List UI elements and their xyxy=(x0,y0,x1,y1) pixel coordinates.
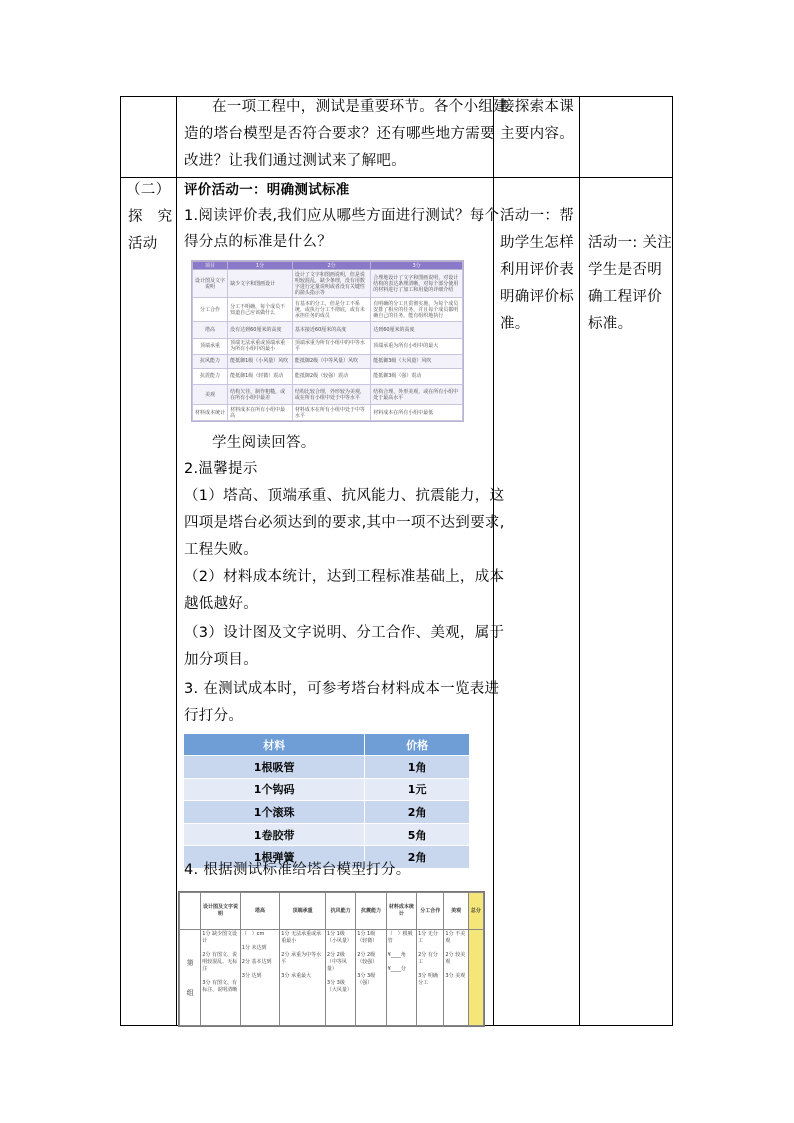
student-note-line-1: 活动一: 关注 xyxy=(588,235,673,251)
price-cell: 1卷胶带 xyxy=(184,823,365,846)
score-cell-quake: 1分 1级（轻微） 2分 2级（较强） 3分 3级（强） xyxy=(356,930,386,1026)
score-cell-team: 1分 无分工 2分 有分工 3分 明确分工 xyxy=(417,930,444,1026)
eval-cell: 能抵御3级（强）震动 xyxy=(371,368,463,385)
eval-cell: 结构欠佳，制作粗糙，或在所有小组中最差 xyxy=(228,385,293,405)
teacher-note-line-1: 接探索本课 xyxy=(500,99,574,115)
price-cell: 1角 xyxy=(365,756,470,779)
eval-header: 1分 xyxy=(228,262,293,270)
score-cell-total xyxy=(468,930,483,1026)
score-cell-load: 1分 无法承重或承重最小 2分 承重为中等水平 3分 承重最大 xyxy=(280,930,326,1026)
eval-cell: 没有达到60厘米的高度 xyxy=(228,322,293,339)
score-cell-cost: （ ）根吸管 ¥____角 ¥____分 xyxy=(386,930,416,1026)
stage-name-2: 活动 xyxy=(128,236,158,252)
table-border-left xyxy=(120,96,121,1026)
price-header: 材料 xyxy=(184,734,365,756)
tips-title: 2.温馨提示 xyxy=(184,461,258,477)
col-divider-1 xyxy=(176,96,177,1026)
col-divider-3 xyxy=(579,96,580,1026)
score-header: 顶端承重 xyxy=(280,893,326,930)
score-cell-beauty: 1分 不美观 2分 较美观 3分 美观 xyxy=(444,930,468,1026)
group-label-bottom: 组 xyxy=(186,988,194,997)
eval-cell: 设计了文字和图画说明，但是说明较混乱，缺少条理，没有用数字进行定量说明或者没有关键性的箭头指示等 xyxy=(292,270,370,298)
student-note-line-3: 确工程评价 xyxy=(588,289,662,305)
teacher-note-line-2: 主要内容。 xyxy=(500,126,574,142)
scoring-table-image xyxy=(178,891,485,1027)
eval-header: 2分 xyxy=(292,262,370,270)
question-3-line-1: 3. 在测试成本时，可参考塔台材料成本一览表进 xyxy=(184,681,500,697)
teacher-note-2-line-2: 助学生怎样 xyxy=(500,235,574,251)
stage-name-1: 探 究 xyxy=(128,209,173,225)
tip-1-line-2: 四项是塔台必须达到的要求,其中一项不达到要求, xyxy=(184,515,505,531)
price-cell: 1元 xyxy=(365,778,470,801)
question-4: 4. 根据测试标准给塔台模型打分。 xyxy=(184,862,411,878)
score-header: 材料成本统计 xyxy=(386,893,416,930)
activity-title: 评价活动一：明确测试标准 xyxy=(184,182,350,198)
price-cell: 2角 xyxy=(365,846,470,868)
score-cell-design: 1分 缺少图文设计 2分 有图文、说明较混乱、无标注 3分 有图文、有标注、说明清晰 xyxy=(201,930,241,1026)
eval-cell: 材料成本在所有小组中处于中等水平 xyxy=(292,405,370,421)
eval-cell: 有明确的分工且贯彻实施，为每个成员安排了相应的任务，并且每个成员都明确自己的任务，能有组织地执行 xyxy=(371,298,463,322)
score-cell-height: （ ）cm 1分 未达到 2分 基本达到 3分 达到 xyxy=(240,930,280,1026)
intro-line-1: 在一项工程中，测试是重要环节。各个小组建 xyxy=(212,99,508,115)
eval-cell: 设计图及文字说明 xyxy=(193,270,228,298)
eval-cell: 材料成本在所有小组中最高 xyxy=(228,405,293,421)
teacher-note-2-line-3: 利用评价表 xyxy=(500,262,574,278)
score-header: 设计图及文字说明 xyxy=(201,893,241,930)
price-cell: 2角 xyxy=(365,801,470,824)
eval-cell: 基本接近60厘米的高度 xyxy=(292,322,370,339)
score-header: 美观 xyxy=(444,893,468,930)
eval-cell: 抗震能力 xyxy=(193,368,228,385)
price-cell: 1个滚珠 xyxy=(184,801,365,824)
eval-cell: 达到60厘米的高度 xyxy=(371,322,463,339)
eval-cell: 能抵御1级（轻微）震动 xyxy=(228,368,293,385)
eval-cell: 分工合作 xyxy=(193,298,228,322)
eval-cell: 缺少文字和图画设计 xyxy=(228,270,293,298)
student-note-line-2: 学生是否明 xyxy=(588,262,662,278)
teacher-note-2-line-1: 活动一：帮 xyxy=(500,208,574,224)
price-cell: 1根吸管 xyxy=(184,756,365,779)
tip-2-line-2: 越低越好。 xyxy=(184,596,258,612)
eval-header: 3分 xyxy=(371,262,463,270)
price-cell: 1个钩码 xyxy=(184,778,365,801)
teacher-note-2-line-5: 准。 xyxy=(500,316,530,332)
table-border-right xyxy=(672,96,673,1026)
intro-line-2: 造的塔台模型是否符合要求？还有哪些地方需要 xyxy=(184,126,495,142)
eval-cell: 顶端无法承重或顶端承重为所有小组中的最小 xyxy=(228,338,293,354)
evaluation-table-image xyxy=(191,260,464,422)
tip-1-line-1: （1）塔高、顶端承重、抗风能力、抗震能力，这 xyxy=(184,488,505,504)
eval-cell: 结构比较合理，外形较为美观，或在所有小组中处于中等水平 xyxy=(292,385,370,405)
material-price-table xyxy=(184,734,470,868)
teacher-note-2-line-4: 明确评价标 xyxy=(500,289,574,305)
eval-cell: 能抵御2级（中等风量）风吹 xyxy=(292,354,370,368)
col-divider-2 xyxy=(493,96,494,1026)
score-header: 分工合作 xyxy=(417,893,444,930)
students-answer: 学生阅读回答。 xyxy=(212,435,316,451)
score-cell-wind: 1分 1级（小风量） 2分 2级（中等风量） 3分 3级（大风量） xyxy=(325,930,355,1026)
eval-cell: 顶端承重为所有小组中的最大 xyxy=(371,338,463,354)
intro-line-3: 改进？让我们通过测试来了解吧。 xyxy=(184,153,406,169)
eval-cell: 能抵御2级（较强）震动 xyxy=(292,368,370,385)
score-header: 抗震能力 xyxy=(356,893,386,930)
eval-cell: 结构合理，外形美观，或在所有小组中处于最高水平 xyxy=(371,385,463,405)
tip-1-line-3: 工程失败。 xyxy=(184,542,258,558)
price-header: 价格 xyxy=(365,734,470,756)
eval-header: 项目 xyxy=(193,262,228,270)
eval-cell: 塔高 xyxy=(193,322,228,339)
stage-number: （二） xyxy=(126,182,171,198)
price-cell: 5角 xyxy=(365,823,470,846)
eval-cell: 美观 xyxy=(193,385,228,405)
student-note-line-4: 标准。 xyxy=(588,316,633,332)
eval-cell: 合理地设计了文字和图画说明，对设计结构的表达条理清晰，对每个部分使用的材料进行了加工和用量的详细介绍 xyxy=(371,270,463,298)
eval-cell: 能抵御3级（大风量）风吹 xyxy=(371,354,463,368)
question-1-line-2: 得分点的标准是什么？ xyxy=(184,234,332,250)
question-1-line-1: 1.阅读评价表,我们应从哪些方面进行测试？每个 xyxy=(184,208,500,224)
eval-cell: 材料成本统计 xyxy=(193,405,228,421)
score-header: 塔高 xyxy=(240,893,280,930)
score-header-total: 总分 xyxy=(468,893,483,930)
score-header: 抗风能力 xyxy=(325,893,355,930)
tip-3-line-2: 加分项目。 xyxy=(184,652,258,668)
eval-cell: 材料成本在所有小组中最低 xyxy=(371,405,463,421)
eval-cell: 有基本的分工，但是分工不系统，或执行分工不彻底，或有未承担任务的成员 xyxy=(292,298,370,322)
eval-cell: 分工不明确，每个成员不知道自己应该做什么 xyxy=(228,298,293,322)
eval-cell: 顶端承重 xyxy=(193,338,228,354)
tip-3-line-1: （3）设计图及文字说明、分工合作、美观，属于 xyxy=(184,625,505,641)
eval-cell: 能抵御1级（小风量）风吹 xyxy=(228,354,293,368)
question-3-line-2: 行打分。 xyxy=(184,708,244,724)
price-cell: 1根弹簧 xyxy=(184,846,365,868)
group-label xyxy=(180,930,201,1026)
eval-cell: 抗风能力 xyxy=(193,354,228,368)
tip-2-line-1: （2）材料成本统计，达到工程标准基础上，成本 xyxy=(184,569,505,585)
score-header-blank xyxy=(180,893,201,930)
group-label-top: 第 xyxy=(186,958,194,967)
eval-cell: 顶端承重为所有小组中的中等水平 xyxy=(292,338,370,354)
